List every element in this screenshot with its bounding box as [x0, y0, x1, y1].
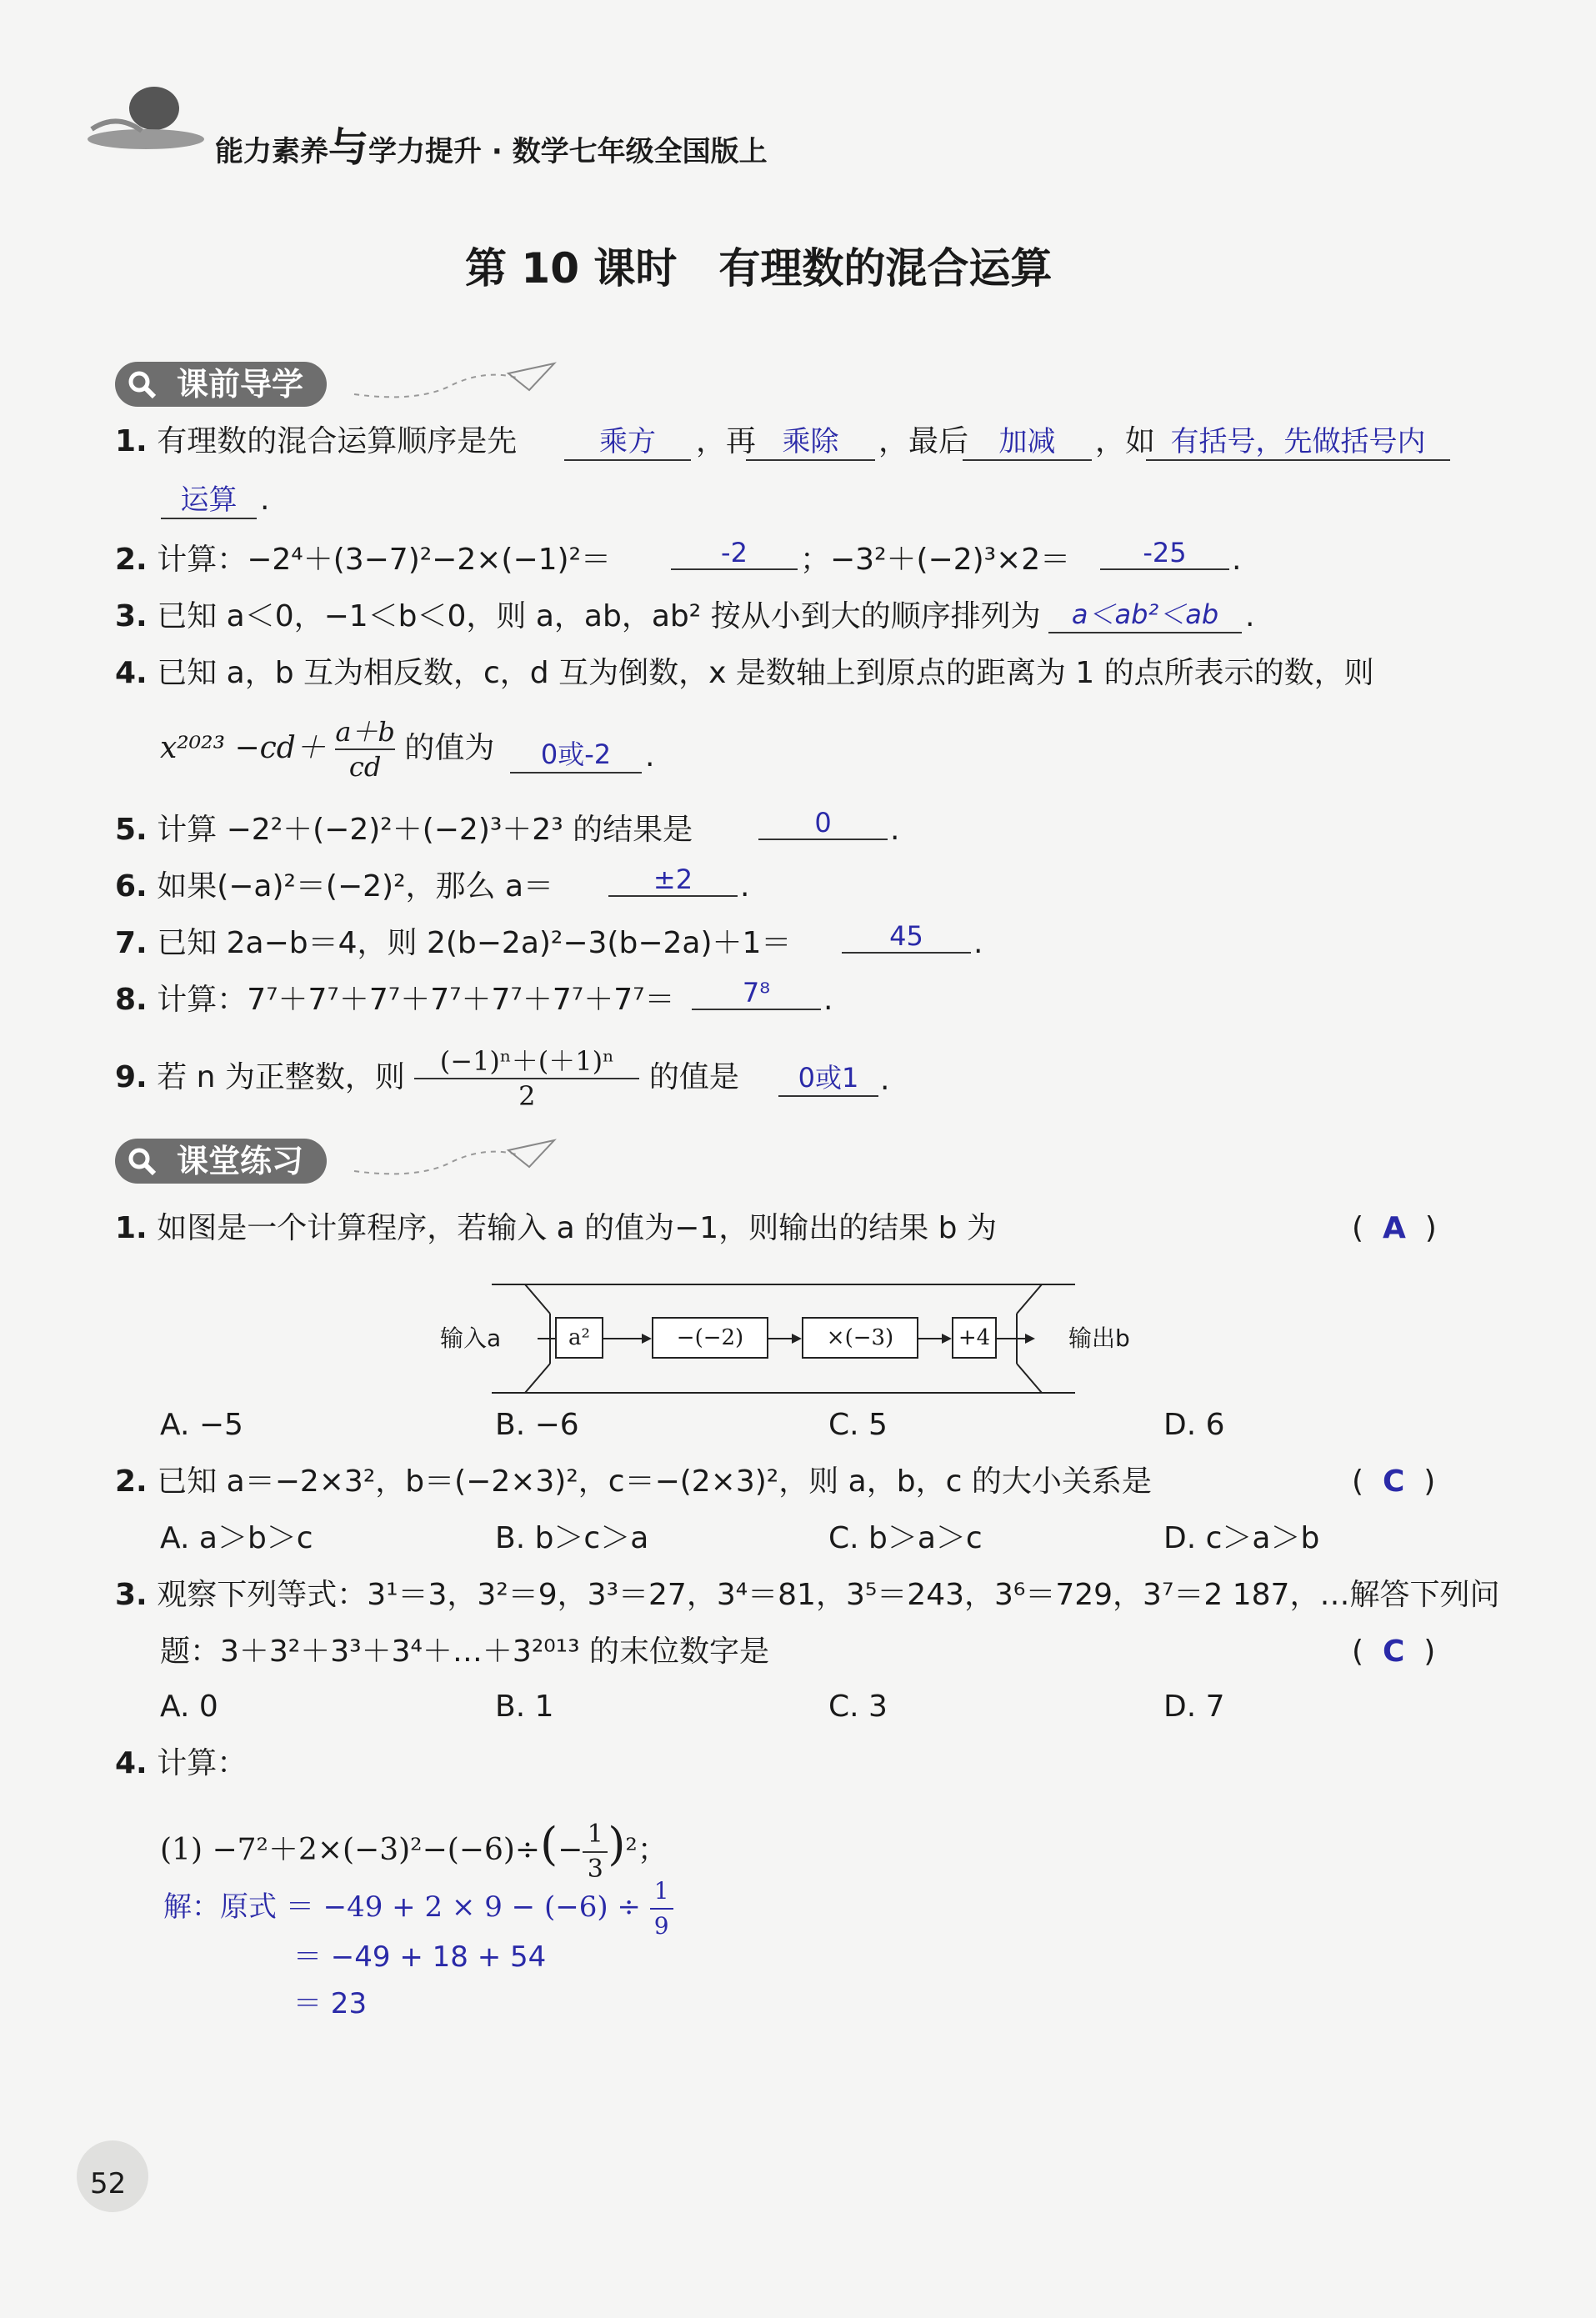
- pre-q5-end: .: [890, 813, 900, 847]
- pre-q9-end: .: [880, 1063, 890, 1097]
- pre-q6: 6. 如果(−a)²＝(−2)²，那么 a＝: [115, 869, 554, 904]
- pre-q2-text-b: ；−3²＋(−2)³×2＝: [800, 543, 1071, 577]
- pre-q2-answer-1[interactable]: -2: [671, 537, 798, 570]
- pre-q7: 7. 已知 2a−b＝4，则 2(b−2a)²−3(b−2a)＋1＝: [115, 926, 792, 960]
- class-q2-answer-paren[interactable]: ( C ): [1352, 1464, 1436, 1499]
- pre-q1-text-c: ，最后: [878, 424, 969, 458]
- class-q4-solution-line3: ＝ 23: [293, 1987, 368, 2020]
- pre-q4-answer[interactable]: 0或-2: [510, 733, 642, 774]
- pre-q2-end: .: [1232, 543, 1242, 577]
- class-q3-option-b[interactable]: B. 1: [495, 1690, 554, 1724]
- section-badge-class: 课堂练习: [115, 1139, 327, 1184]
- pre-q8: 8. 计算：7⁷＋7⁷＋7⁷＋7⁷＋7⁷＋7⁷＋7⁷＝: [115, 983, 675, 1017]
- class-q3-option-c[interactable]: C. 3: [828, 1690, 888, 1724]
- pre-q3-answer[interactable]: a＜ab²＜ab: [1048, 593, 1242, 633]
- header-logo: [83, 79, 208, 154]
- paper-plane-icon: [350, 357, 558, 407]
- class-q3-option-a[interactable]: A. 0: [160, 1690, 218, 1724]
- class-q4-solution-line1: 解：原式 ＝ −49 + 2 × 9 − (−6) ÷ $\frac{1}{9}$: [163, 1874, 673, 1943]
- flow-input-label: 输入a: [440, 1324, 502, 1352]
- class-q2-option-d[interactable]: D. c＞a＞b: [1163, 1521, 1320, 1555]
- class-q1: 1. 如图是一个计算程序，若输入 a 的值为−1，则输出的结果 b 为: [115, 1211, 997, 1245]
- header-title: 能力素养与学力提升 · 数学七年级全国版上: [215, 124, 768, 171]
- pre-q9-answer[interactable]: 0或1: [778, 1057, 878, 1097]
- pre-q1: 1. 有理数的混合运算顺序是先: [115, 424, 518, 458]
- class-q2-option-a[interactable]: A. a＞b＞c: [160, 1521, 313, 1555]
- section-badge-pre: 课前导学: [115, 362, 327, 407]
- pre-q5-answer[interactable]: 0: [758, 807, 888, 840]
- page-number: 52: [90, 2167, 127, 2200]
- pre-q1-answer-1[interactable]: 乘方: [564, 418, 691, 461]
- pre-q4-expression: x²⁰²³ −cd＋ $\frac{a+b}{cd}$ 的值为: [160, 716, 495, 783]
- class-q1-option-b[interactable]: B. −6: [495, 1408, 579, 1442]
- class-q4: 4. 计算：: [115, 1746, 248, 1780]
- flow-step-minus: −(−2): [652, 1317, 768, 1359]
- pre-q7-answer[interactable]: 45: [842, 920, 971, 954]
- pre-q2-answer-2[interactable]: -25: [1100, 537, 1229, 570]
- pre-q5: 5. 计算 −2²＋(−2)²＋(−2)³＋2³ 的结果是: [115, 813, 693, 847]
- pre-q1-text-b: ，再: [696, 424, 757, 458]
- pre-q1-text-d: ，如: [1095, 424, 1156, 458]
- class-q2-option-c[interactable]: C. b＞a＞c: [828, 1521, 983, 1555]
- flow-step-plus: +4: [952, 1317, 997, 1359]
- flow-output-label: 输出b: [1068, 1324, 1130, 1352]
- pre-q9: 9. 若 n 为正整数，则 $\frac{\text{(−1)ⁿ＋(＋1)ⁿ}}{2}$ 的值是: [115, 1045, 739, 1112]
- pre-q1-end: .: [260, 483, 270, 517]
- class-q3-answer-paren[interactable]: ( C ): [1352, 1635, 1436, 1669]
- pre-q7-end: .: [973, 926, 983, 960]
- class-q3-option-d[interactable]: D. 7: [1163, 1690, 1225, 1724]
- pre-q1-answer-3[interactable]: 加减: [963, 418, 1092, 461]
- class-q1-option-c[interactable]: C. 5: [828, 1408, 888, 1442]
- flow-step-square: a²: [555, 1317, 603, 1359]
- class-q1-answer-paren[interactable]: ( A ): [1352, 1211, 1437, 1245]
- class-q1-option-a[interactable]: A. −5: [160, 1408, 243, 1442]
- class-q3-line2: 题：3＋3²＋3³＋3⁴＋…＋3²⁰¹³ 的末位数字是: [160, 1635, 769, 1669]
- pre-q8-end: .: [823, 983, 833, 1017]
- class-q3: 3. 观察下列等式：3¹＝3，3²＝9，3³＝27，3⁴＝81，3⁵＝243，3⁶＝729，3⁷＝2 187，…解答下列问: [115, 1578, 1500, 1612]
- magnifier-icon: [127, 1146, 157, 1176]
- flow-step-times: ×(−3): [802, 1317, 918, 1359]
- pre-q6-answer[interactable]: ±2: [608, 864, 738, 897]
- class-q4-sub1: (1) −7²＋2×(−3)²−(−6)÷(− $\frac{1}{3}$ )²；: [160, 1818, 668, 1884]
- pre-q4-end: .: [645, 739, 655, 774]
- pre-q3-end: .: [1245, 599, 1255, 633]
- pre-q1-answer-2[interactable]: 乘除: [746, 418, 875, 461]
- pre-q6-end: .: [740, 869, 750, 904]
- class-q4-solution-line2: ＝ −49 + 18 + 54: [293, 1940, 547, 1974]
- class-q2: 2. 已知 a＝−2×3²，b＝(−2×3)²，c＝−(2×3)²，则 a，b，c 的大小关系是: [115, 1464, 1152, 1499]
- pre-q1-answer-4[interactable]: 有括号，先做括号内: [1146, 418, 1450, 461]
- class-q2-option-b[interactable]: B. b＞c＞a: [495, 1521, 649, 1555]
- pre-q3: 3. 已知 a＜0，−1＜b＜0，则 a，ab，ab² 按从小到大的顺序排列为: [115, 599, 1041, 633]
- pre-q8-answer[interactable]: 7⁸: [692, 977, 821, 1010]
- magnifier-icon: [127, 369, 157, 399]
- lesson-title: 第 10 课时 有理数的混合运算: [465, 244, 1053, 293]
- class-q1-option-d[interactable]: D. 6: [1163, 1408, 1225, 1442]
- pre-q4: 4. 已知 a，b 互为相反数，c，d 互为倒数，x 是数轴上到原点的距离为 1 的点所表示的数，则: [115, 656, 1374, 690]
- paper-plane-icon: [350, 1134, 558, 1184]
- pre-q1-answer-4b[interactable]: 运算: [161, 477, 257, 519]
- pre-q2: 2. 计算：−2⁴＋(3−7)²−2×(−1)²＝: [115, 543, 612, 577]
